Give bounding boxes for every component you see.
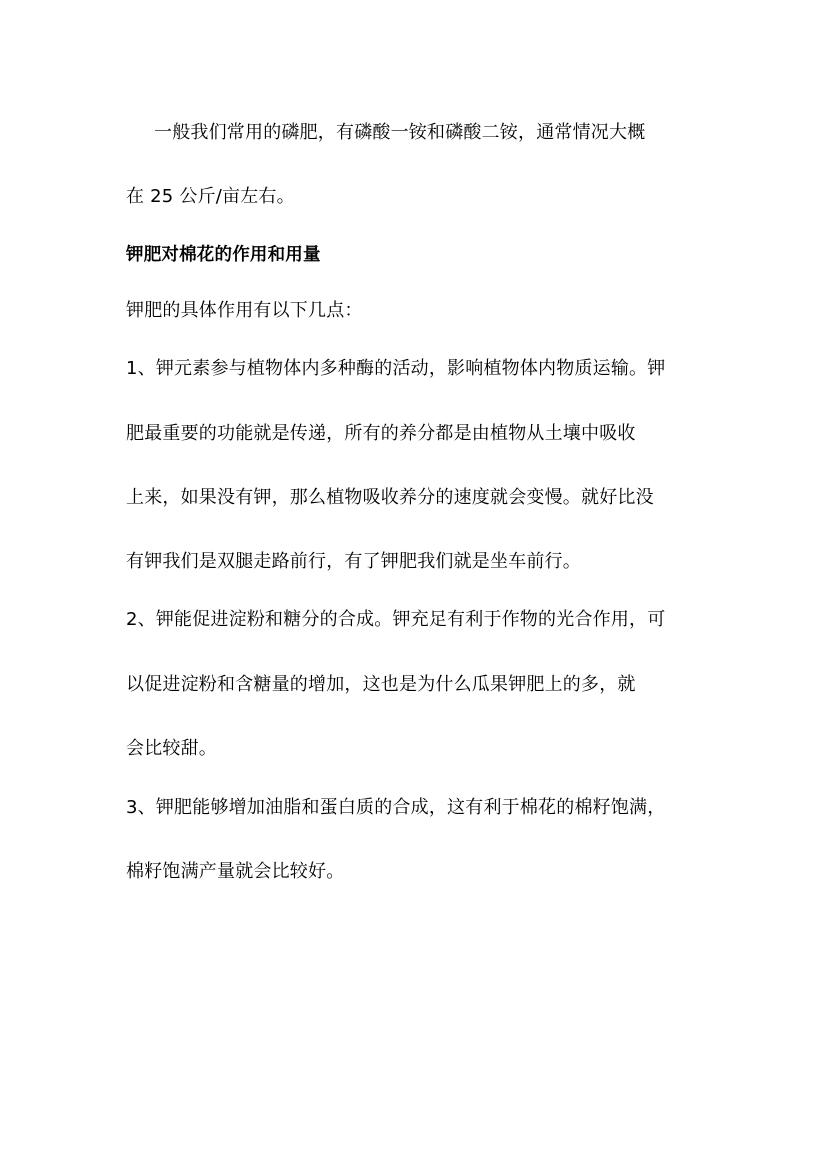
- point-1-line-4: 有钾我们是双腿走路前行，有了钾肥我们就是坐车前行。: [126, 551, 581, 572]
- paragraph-phosphate-line-2: 在 25 公斤/亩左右。: [126, 186, 295, 207]
- section-heading-potash: 钾肥对棉花的作用和用量: [126, 245, 321, 265]
- point-1-line-1: 1、钾元素参与植物体内多种酶的活动，影响植物体内物质运输。钾: [126, 358, 666, 379]
- point-1-line-3: 上来，如果没有钾，那么植物吸收养分的速度就会变慢。就好比没: [126, 487, 654, 508]
- point-3-line-1: 3、钾肥能够增加油脂和蛋白质的合成，这有利于棉花的棉籽饱满，: [126, 797, 666, 818]
- point-2-line-2: 以促进淀粉和含糖量的增加，这也是为什么瓜果钾肥上的多，就: [126, 674, 636, 695]
- intro-potash-functions: 钾肥的具体作用有以下几点：: [126, 300, 363, 321]
- point-3-line-2: 棉籽饱满产量就会比较好。: [126, 861, 345, 882]
- point-2-line-3: 会比较甜。: [126, 738, 217, 759]
- point-1-line-2: 肥最重要的功能就是传递，所有的养分都是由植物从土壤中吸收: [126, 423, 636, 444]
- paragraph-phosphate-line-1: 一般我们常用的磷肥，有磷酸一铵和磷酸二铵，通常情况大概: [154, 122, 646, 143]
- point-2-line-1: 2、钾能促进淀粉和糖分的合成。钾充足有利于作物的光合作用，可: [126, 609, 666, 630]
